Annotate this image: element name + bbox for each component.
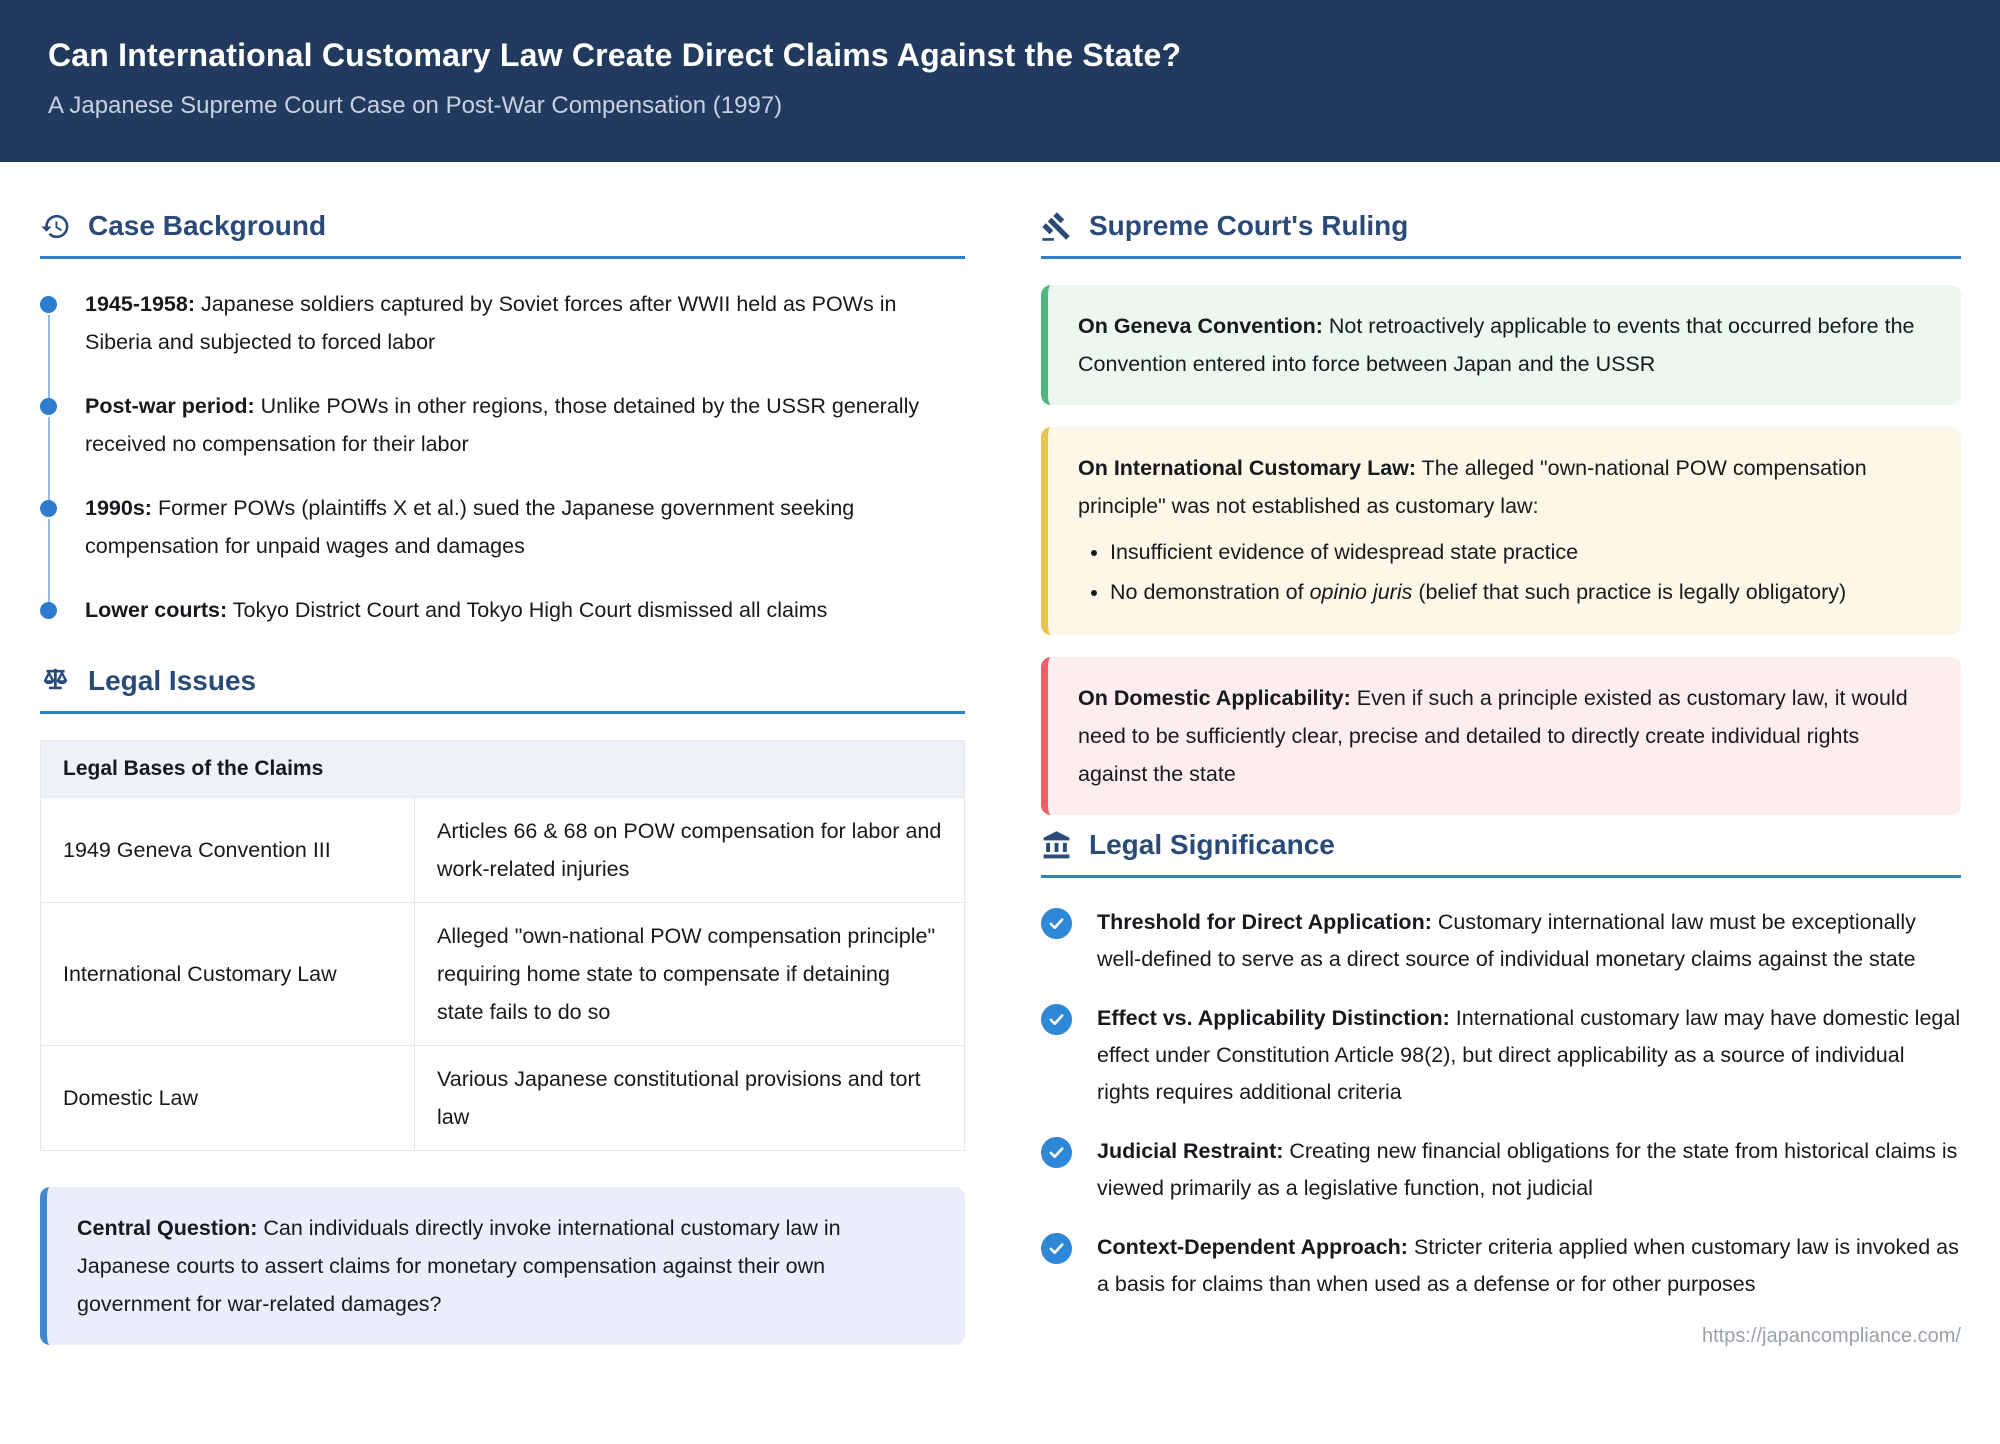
timeline-item-text: Tokyo District Court and Tokyo High Court dismissed all claims bbox=[232, 598, 828, 622]
table-row bbox=[41, 903, 965, 1046]
ruling-bullet: • No demonstration of opinio juris (belief that such practice is legally obligatory) bbox=[1110, 573, 1931, 611]
ruling-callout-customary-law bbox=[1041, 427, 1961, 635]
left-column bbox=[40, 210, 965, 1367]
table-cell-description: Alleged "own-national POW compensation principle" requiring home state to compensate if detaining state fails to do so bbox=[415, 903, 965, 1046]
content bbox=[0, 162, 2000, 1367]
ruling-callout-geneva bbox=[1041, 285, 1961, 405]
check-circle-icon bbox=[1041, 1233, 1072, 1264]
significance-item bbox=[1041, 1133, 1961, 1207]
significance-lead: Effect vs. Applicability Distinction: bbox=[1097, 1006, 1450, 1030]
central-question-callout bbox=[40, 1187, 965, 1345]
section-legal-issues bbox=[40, 665, 965, 714]
timeline-item-lead: Post-war period: bbox=[85, 394, 255, 418]
callout-text bbox=[1078, 679, 1931, 793]
significance-item bbox=[1041, 1229, 1961, 1303]
significance-text: Stricter criteria applied when customary law is invoked as a basis for claims than when used as a defense or for other purposes bbox=[1097, 1235, 1959, 1296]
callout-lead: On Domestic Applicability: bbox=[1078, 686, 1351, 710]
section-legal-significance bbox=[1041, 829, 1961, 878]
section-title: Legal Significance bbox=[1089, 829, 1335, 860]
timeline-item bbox=[40, 285, 965, 361]
table-cell-description: Various Japanese constitutional provisions and tort law bbox=[415, 1046, 965, 1151]
callout-lead: On Geneva Convention: bbox=[1078, 314, 1323, 338]
central-question-text bbox=[77, 1209, 935, 1323]
legal-bases-table bbox=[40, 740, 965, 1151]
significance-lead: Threshold for Direct Application: bbox=[1097, 910, 1432, 934]
timeline-item-lead: Lower courts: bbox=[85, 598, 228, 622]
case-background-timeline bbox=[40, 285, 965, 629]
ruling-bullet-list bbox=[1078, 533, 1931, 611]
significance-lead: Judicial Restraint: bbox=[1097, 1139, 1284, 1163]
section-title: Supreme Court's Ruling bbox=[1089, 210, 1409, 241]
timeline-item-text: Former POWs (plaintiffs X et al.) sued the Japanese government seeking compensation for unpaid wages and damages bbox=[85, 496, 855, 558]
callout-text bbox=[1078, 449, 1931, 525]
ruling-callout-domestic-applicability bbox=[1041, 657, 1961, 815]
right-column bbox=[1041, 210, 1961, 1367]
timeline-item-lead: 1990s: bbox=[85, 496, 152, 520]
timeline-item-text: Unlike POWs in other regions, those detained by the USSR generally received no compensation for their labor bbox=[85, 394, 920, 456]
table-header-row bbox=[41, 741, 965, 798]
callout-lead: Central Question: bbox=[77, 1216, 258, 1240]
table-row bbox=[41, 798, 965, 903]
table-title: Legal Bases of the Claims bbox=[41, 741, 965, 798]
legal-significance-list bbox=[1041, 904, 1961, 1303]
significance-text: International customary law may have domestic legal effect under Constitution Article 98(2), but direct applicability as a source of individual rights requires additional criteria bbox=[1097, 1006, 1961, 1104]
table-cell-basis: International Customary Law bbox=[41, 903, 415, 1046]
timeline-item-lead: 1945-1958: bbox=[85, 292, 195, 316]
timeline-item-text: Japanese soldiers captured by Soviet forces after WWII held as POWs in Siberia and subjected to forced labor bbox=[85, 292, 897, 354]
check-circle-icon bbox=[1041, 1004, 1072, 1035]
table-row bbox=[41, 1046, 965, 1151]
section-supreme-court-ruling bbox=[1041, 210, 1961, 259]
history-icon bbox=[40, 211, 71, 242]
significance-item bbox=[1041, 904, 1961, 978]
timeline-item bbox=[40, 591, 965, 629]
timeline-item bbox=[40, 387, 965, 463]
callout-body: Even if such a principle existed as customary law, it would need to be sufficiently clear, precise and detailed to directly create individual rights against the state bbox=[1078, 686, 1908, 786]
page-header bbox=[0, 0, 2000, 162]
callout-text bbox=[1078, 307, 1931, 383]
callout-body: Can individuals directly invoke international customary law in Japanese courts to assert claims for monetary compensation against their own government for war-related damages? bbox=[77, 1216, 841, 1316]
callout-lead: On International Customary Law: bbox=[1078, 456, 1417, 480]
significance-text: Customary international law must be exceptionally well-defined to serve as a direct source of individual monetary claims against the state bbox=[1097, 910, 1916, 971]
table-cell-basis: 1949 Geneva Convention III bbox=[41, 798, 415, 903]
significance-lead: Context-Dependent Approach: bbox=[1097, 1235, 1408, 1259]
table-cell-basis: Domestic Law bbox=[41, 1046, 415, 1151]
section-title: Case Background bbox=[88, 210, 327, 241]
ruling-bullet: • Insufficient evidence of widespread state practice bbox=[1110, 533, 1931, 571]
scales-icon bbox=[40, 666, 71, 697]
timeline-item bbox=[40, 489, 965, 565]
significance-item bbox=[1041, 1000, 1961, 1111]
callout-body: The alleged "own-national POW compensation principle" was not established as customary law: bbox=[1078, 456, 1867, 518]
page-title: Can International Customary Law Create Direct Claims Against the State? bbox=[48, 37, 1182, 73]
significance-text: Creating new financial obligations for the state from historical claims is viewed primarily as a legislative function, not judicial bbox=[1097, 1139, 1958, 1200]
section-case-background bbox=[40, 210, 965, 259]
bank-icon bbox=[1041, 830, 1072, 861]
page-subtitle: A Japanese Supreme Court Case on Post-War Compensation (1997) bbox=[48, 92, 783, 119]
source-url: https://japancompliance.com/ bbox=[1701, 1325, 1961, 1347]
callout-body: Not retroactively applicable to events that occurred before the Convention entered into force between Japan and the USSR bbox=[1078, 314, 1915, 376]
check-circle-icon bbox=[1041, 1137, 1072, 1168]
gavel-icon bbox=[1041, 211, 1072, 242]
check-circle-icon bbox=[1041, 908, 1072, 939]
section-title: Legal Issues bbox=[88, 665, 257, 696]
table-cell-description: Articles 66 & 68 on POW compensation for labor and work-related injuries bbox=[415, 798, 965, 903]
